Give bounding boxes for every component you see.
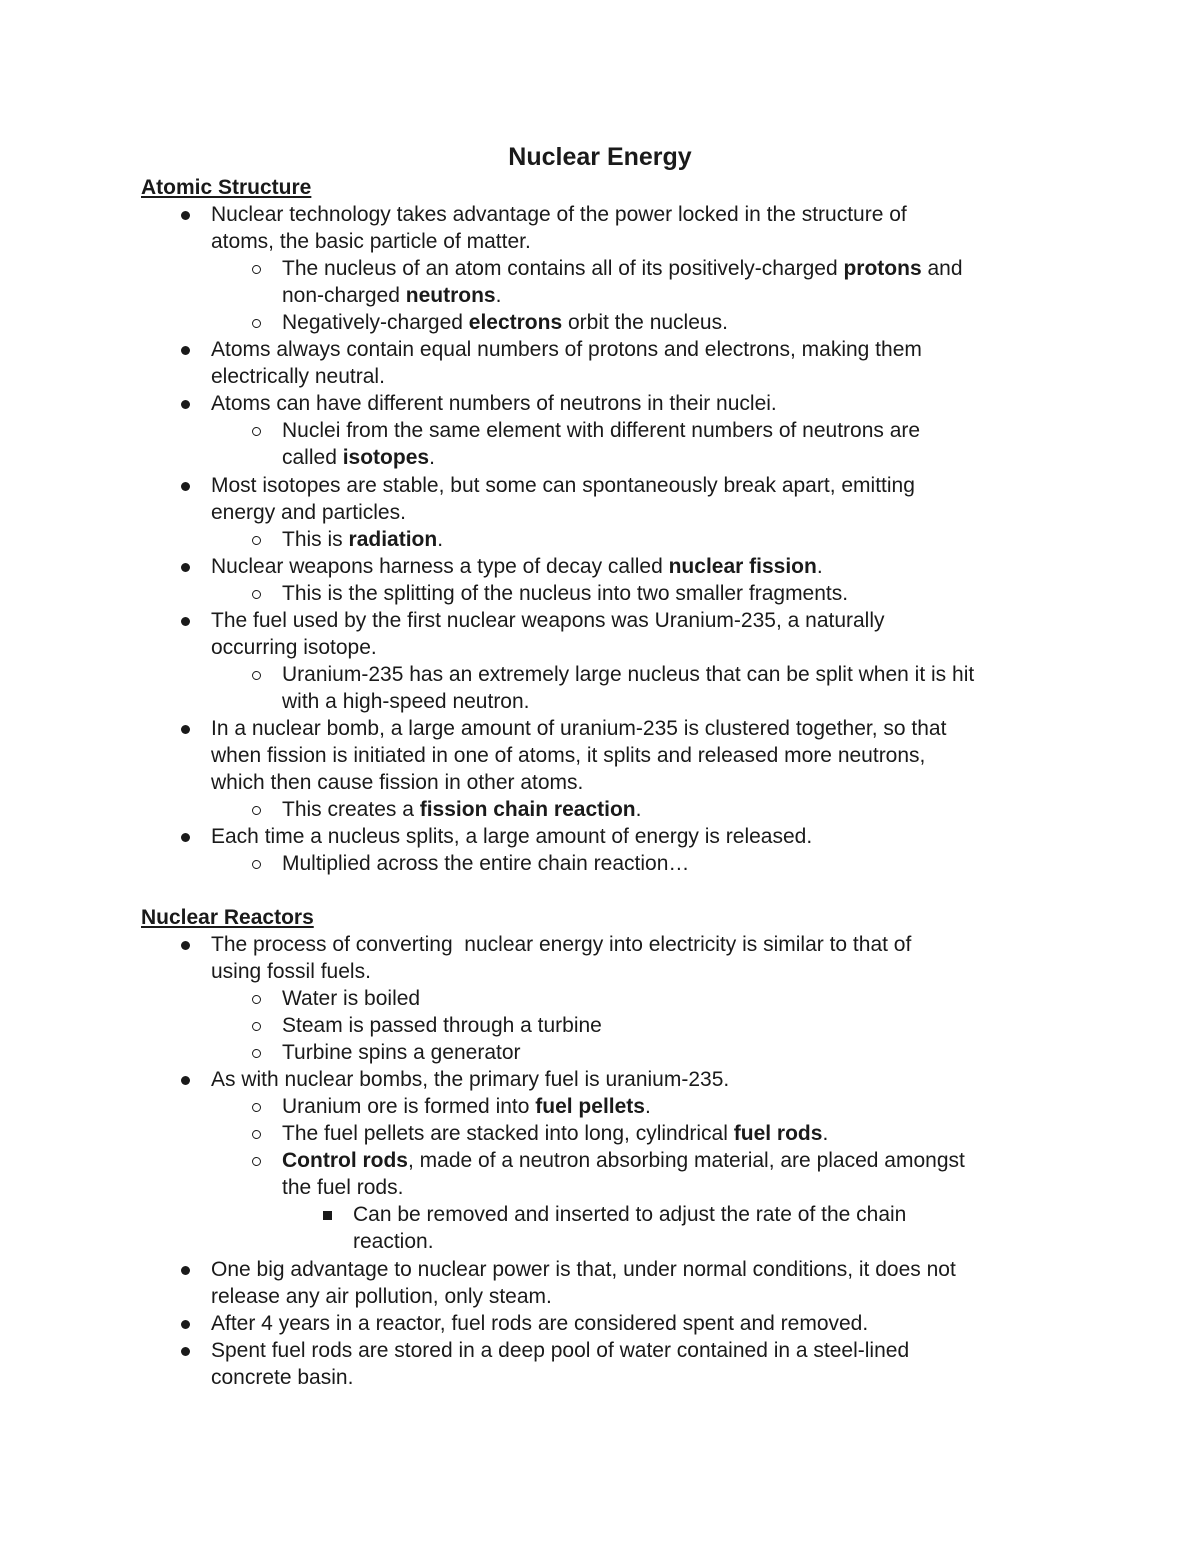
list-item: The fuel pellets are stacked into long, cylindrical fuel rods. <box>282 1120 828 1147</box>
list-item: Turbine spins a generator <box>282 1039 521 1066</box>
list-item: Each time a nucleus splits, a large amount of energy is released. <box>211 823 812 850</box>
hollow-bullet-icon <box>246 850 266 877</box>
list-item: Multiplied across the entire chain reaction… <box>282 850 689 877</box>
bullet-icon <box>175 715 195 742</box>
bullet-icon <box>175 390 195 417</box>
hollow-bullet-icon <box>246 796 266 823</box>
hollow-bullet-icon <box>246 526 266 553</box>
bullet-icon <box>175 201 195 228</box>
list-item: Atoms can have different numbers of neutrons in their nuclei. <box>211 390 777 417</box>
hollow-bullet-icon <box>246 985 266 1012</box>
list-item: Negatively-charged electrons orbit the nucleus. <box>282 309 728 336</box>
bullet-icon <box>175 607 195 634</box>
bullet-icon <box>175 553 195 580</box>
square-bullet-icon <box>317 1201 337 1228</box>
bullet-icon <box>175 1256 195 1283</box>
section-heading-atomic-structure: Atomic Structure <box>141 176 312 199</box>
list-item: Can be removed and inserted to adjust the rate of the chain reaction. <box>353 1201 906 1255</box>
list-item: Nuclei from the same element with different numbers of neutrons are called isotopes. <box>282 417 920 471</box>
hollow-bullet-icon <box>246 417 266 444</box>
list-item: Uranium-235 has an extremely large nucleus that can be split when it is hit with a high-speed neutron. <box>282 661 974 715</box>
bullet-icon <box>175 931 195 958</box>
bullet-icon <box>175 336 195 363</box>
list-item: Water is boiled <box>282 985 420 1012</box>
page-title: Nuclear Energy <box>508 143 692 171</box>
list-item: One big advantage to nuclear power is that, under normal conditions, it does not release any air pollution, only steam. <box>211 1256 956 1310</box>
list-item: Uranium ore is formed into fuel pellets. <box>282 1093 651 1120</box>
list-item: The nucleus of an atom contains all of its positively-charged protons and non-charged neutrons. <box>282 255 963 309</box>
bullet-icon <box>175 823 195 850</box>
bullet-icon <box>175 1310 195 1337</box>
list-item: Spent fuel rods are stored in a deep pool of water contained in a steel-lined concrete basin. <box>211 1337 909 1391</box>
hollow-bullet-icon <box>246 1147 266 1174</box>
list-item: This is the splitting of the nucleus into two smaller fragments. <box>282 580 848 607</box>
hollow-bullet-icon <box>246 1093 266 1120</box>
list-item: Steam is passed through a turbine <box>282 1012 602 1039</box>
hollow-bullet-icon <box>246 255 266 282</box>
list-item: Most isotopes are stable, but some can spontaneously break apart, emitting energy and particles. <box>211 472 915 526</box>
list-item: In a nuclear bomb, a large amount of uranium-235 is clustered together, so that when fission is initiated in one of atoms, it splits and released more neutrons, which then cause fission in other atoms. <box>211 715 946 796</box>
hollow-bullet-icon <box>246 1012 266 1039</box>
hollow-bullet-icon <box>246 1039 266 1066</box>
hollow-bullet-icon <box>246 580 266 607</box>
hollow-bullet-icon <box>246 1120 266 1147</box>
list-item: Nuclear weapons harness a type of decay called nuclear fission. <box>211 553 823 580</box>
bullet-icon <box>175 1066 195 1093</box>
list-item: Control rods, made of a neutron absorbing material, are placed amongst the fuel rods. <box>282 1147 965 1201</box>
hollow-bullet-icon <box>246 661 266 688</box>
list-item: The process of converting nuclear energy into electricity is similar to that of using fossil fuels. <box>211 931 911 985</box>
list-item: As with nuclear bombs, the primary fuel is uranium-235. <box>211 1066 729 1093</box>
hollow-bullet-icon <box>246 309 266 336</box>
list-item: This creates a fission chain reaction. <box>282 796 641 823</box>
list-item: After 4 years in a reactor, fuel rods are considered spent and removed. <box>211 1310 868 1337</box>
list-item: Atoms always contain equal numbers of protons and electrons, making them electrically neutral. <box>211 336 922 390</box>
section-heading-nuclear-reactors: Nuclear Reactors <box>141 906 314 929</box>
bullet-icon <box>175 1337 195 1364</box>
list-item: Nuclear technology takes advantage of the power locked in the structure of atoms, the basic particle of matter. <box>211 201 907 255</box>
list-item: The fuel used by the first nuclear weapons was Uranium-235, a naturally occurring isotope. <box>211 607 885 661</box>
bullet-icon <box>175 472 195 499</box>
list-item: This is radiation. <box>282 526 443 553</box>
